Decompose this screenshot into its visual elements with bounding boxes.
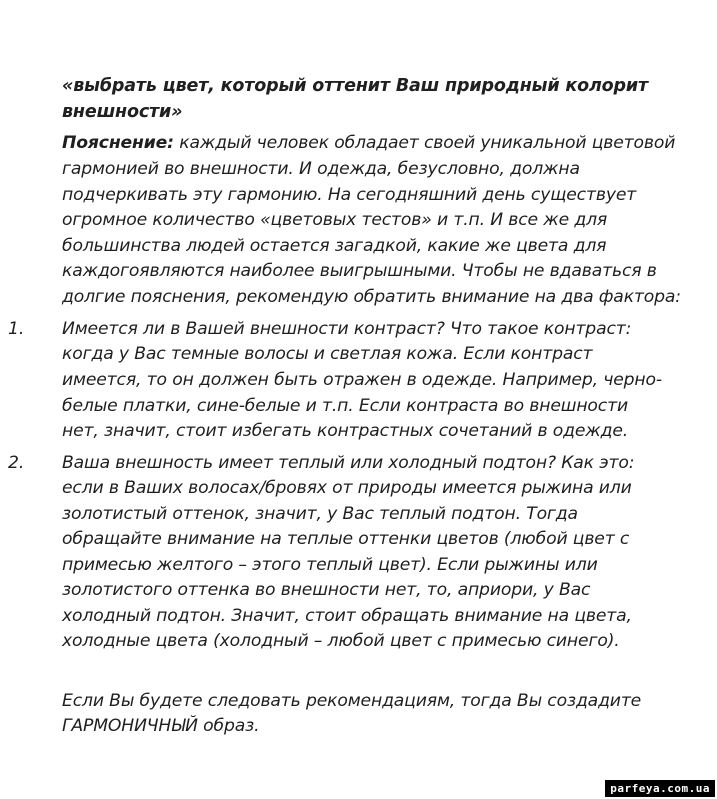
- intro-label: Пояснение:: [62, 133, 174, 153]
- list-item-line: холодный подтон. Значит, стоит обращать внимание на цвета,: [62, 606, 632, 626]
- list-item-line: когда у Вас темные волосы и светлая кожа. Если контраст: [62, 344, 593, 364]
- intro-first-line-text: каждый человек обладает своей уникальной цветовой: [173, 133, 676, 153]
- intro-line: большинства людей остается загадкой, какие же цвета для: [62, 236, 607, 256]
- list-item-line: примесью желтого – этого теплый цвет). Если рыжины или: [62, 555, 598, 575]
- intro-first-line: [62, 131, 675, 155]
- list-item-line: если в Ваших волосах/бровях от природы имеется рыжина или: [62, 478, 632, 498]
- intro-line: подчеркивать эту гармонию. На сегодняшний день существует: [62, 185, 637, 205]
- list-item-number: 2.: [8, 453, 25, 473]
- list-item-number: 1.: [8, 319, 25, 339]
- list-item-line: золотистый оттенок, значит, у Вас теплый подтон. Тогда: [62, 504, 578, 524]
- list-item-line: обращайте внимание на теплые оттенки цветов (любой цвет с: [62, 529, 630, 549]
- intro-line: гармонией во внешности. И одежда, безусловно, должна: [62, 159, 580, 179]
- watermark-label: parfeya.com.ua: [605, 780, 715, 797]
- title-line-2: внешности»: [62, 102, 183, 122]
- list-item-line: имеется, то он должен быть отражен в одежде. Например, черно-: [62, 370, 662, 390]
- intro-line: огромное количество «цветовых тестов» и т.п. И все же для: [62, 210, 608, 230]
- list-item-line: золотистого оттенка во внешности нет, то, априори, у Вас: [62, 580, 591, 600]
- list-item-line: белые платки, сине-белые и т.п. Если контраста во внешности: [62, 396, 628, 416]
- list-item-line: Ваша внешность имеет теплый или холодный подтон? Как это:: [62, 453, 635, 473]
- title-line-1: «выбрать цвет, который оттенит Ваш природный колорит: [62, 76, 648, 96]
- list-item-line: холодные цвета (холодный – любой цвет с примесью синего).: [62, 631, 620, 651]
- conclusion-line-1: Если Вы будете следовать рекомендациям, тогда Вы создадите: [62, 691, 642, 711]
- list-item-line: нет, значит, стоит избегать контрастных сочетаний в одежде.: [62, 421, 629, 441]
- list-item-line: Имеется ли в Вашей внешности контраст? Что такое контраст:: [62, 319, 632, 339]
- intro-line: каждогоявляются наиболее выигрышными. Чтобы не вдаваться в: [62, 261, 657, 281]
- intro-line: долгие пояснения, рекомендую обратить внимание на два фактора:: [62, 287, 681, 307]
- conclusion-line-2: ГАРМОНИЧНЫЙ образ.: [62, 716, 260, 736]
